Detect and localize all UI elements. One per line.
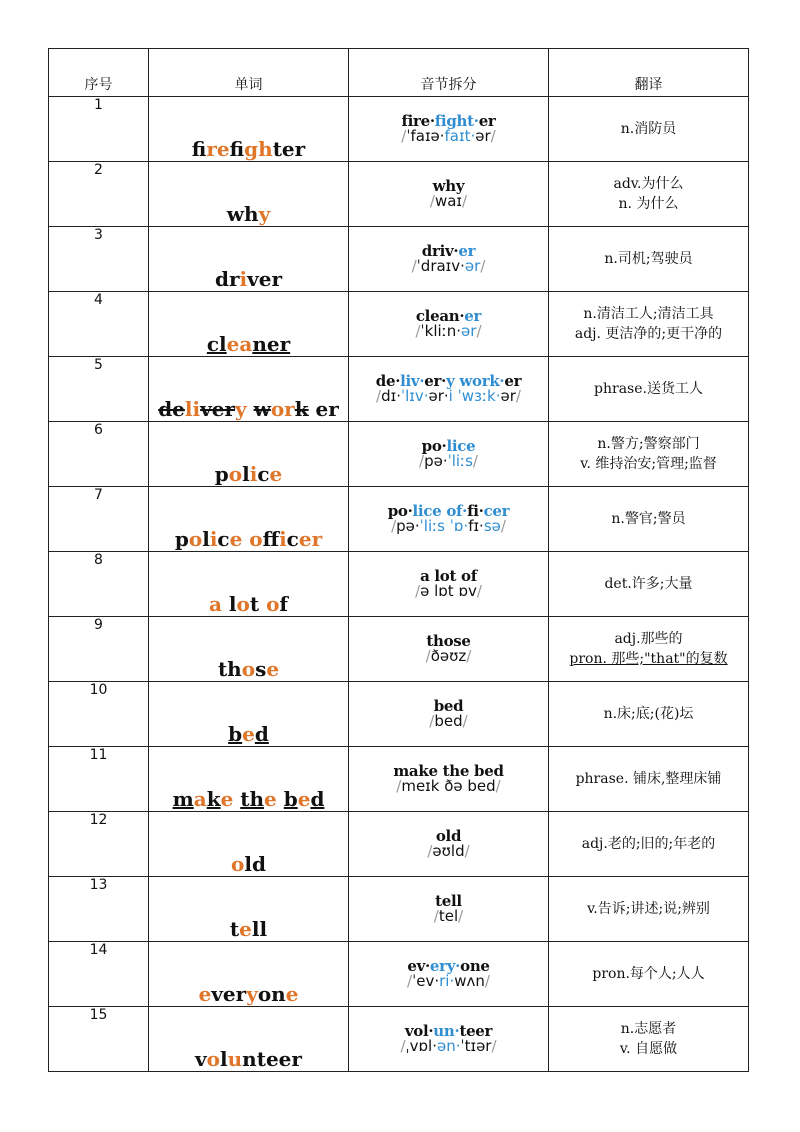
slash-mark: / bbox=[491, 1037, 497, 1055]
phonetic-segment: ˈdraɪv· bbox=[416, 257, 465, 275]
slash-mark: / bbox=[484, 972, 490, 990]
word-segment: c bbox=[217, 527, 230, 551]
syllable-segment: vol· bbox=[404, 1022, 434, 1040]
syllable-segment: one bbox=[460, 957, 490, 975]
slash-mark: / bbox=[458, 907, 464, 925]
translation-cell bbox=[549, 357, 749, 422]
translation-cell bbox=[549, 422, 749, 487]
translation-line: n.清洁工人;清洁工具 bbox=[583, 306, 714, 322]
syllable-segment: a lot of bbox=[420, 567, 477, 585]
slash-mark: / bbox=[464, 842, 470, 860]
slash-mark: / bbox=[411, 257, 417, 275]
syllable-segment: driv· bbox=[421, 242, 459, 260]
translation-line: adj.老的;旧的;年老的 bbox=[581, 836, 716, 852]
slash-mark: / bbox=[476, 582, 482, 600]
syllable-segment: y work· bbox=[446, 372, 505, 390]
translation-cell bbox=[549, 97, 749, 162]
slash-mark: / bbox=[433, 907, 439, 925]
syllable-segment: tell bbox=[435, 892, 462, 910]
word-segment: ver bbox=[200, 397, 236, 421]
phonetic-segment: ər bbox=[464, 257, 481, 275]
translation-line: n.志愿者 bbox=[620, 1021, 677, 1037]
phonetic-transcription bbox=[349, 909, 548, 924]
table-row bbox=[49, 877, 749, 942]
syllable-cell bbox=[349, 682, 549, 747]
word-segment: nteer bbox=[242, 1047, 302, 1071]
syllable-cell bbox=[349, 292, 549, 357]
row-number: 5 bbox=[49, 357, 149, 422]
vocabulary-table bbox=[48, 48, 749, 1072]
table-row bbox=[49, 812, 749, 877]
row-number: 4 bbox=[49, 292, 149, 357]
word-segment: ld bbox=[244, 852, 266, 876]
row-number: 2 bbox=[49, 162, 149, 227]
translation-line: n.警方;警察部门 bbox=[597, 436, 700, 452]
header-word: 单词 bbox=[149, 49, 349, 97]
row-number: 13 bbox=[49, 877, 149, 942]
slash-mark: / bbox=[376, 387, 382, 405]
translation-cell bbox=[549, 812, 749, 877]
slash-mark: / bbox=[425, 647, 431, 665]
translation-line: phrase. 铺床,整理床铺 bbox=[575, 771, 722, 787]
word-segment: on bbox=[257, 982, 286, 1006]
word-segment: b bbox=[228, 722, 243, 746]
word-highlight-segment: e bbox=[229, 527, 250, 551]
slash-mark: / bbox=[490, 127, 496, 145]
slash-mark: / bbox=[515, 387, 521, 405]
syllable-cell bbox=[349, 812, 549, 877]
translation-cell bbox=[549, 682, 749, 747]
syllable-segment: er bbox=[464, 307, 482, 325]
phonetic-segment: fɪ· bbox=[468, 517, 484, 535]
syllable-segment: un· bbox=[433, 1022, 460, 1040]
slash-mark: / bbox=[419, 452, 425, 470]
phonetic-transcription bbox=[349, 1039, 548, 1054]
phonetic-segment: ˈliːs ˈɒ· bbox=[419, 517, 469, 535]
syllable-cell bbox=[349, 487, 549, 552]
word-highlight-segment: e bbox=[266, 657, 280, 681]
word-segment: th bbox=[217, 657, 242, 681]
row-number: 8 bbox=[49, 552, 149, 617]
word-segment: b bbox=[283, 787, 298, 811]
table-row bbox=[49, 1007, 749, 1072]
slash-mark: / bbox=[462, 192, 468, 210]
translation-line: n.床;底;(花)坛 bbox=[603, 706, 694, 722]
phonetic-segment: ər bbox=[500, 387, 516, 405]
word-cell bbox=[149, 162, 349, 227]
word-cell bbox=[149, 942, 349, 1007]
word-cell bbox=[149, 487, 349, 552]
slash-mark: / bbox=[462, 712, 468, 730]
translation-cell bbox=[549, 162, 749, 227]
syllable-segment: er bbox=[504, 372, 522, 390]
phonetic-segment: ˈfaɪə· bbox=[406, 127, 445, 145]
word-highlight-segment: o bbox=[206, 1047, 221, 1071]
syllable-segment: po· bbox=[421, 437, 447, 455]
table-row bbox=[49, 97, 749, 162]
row-number: 1 bbox=[49, 97, 149, 162]
translation-cell bbox=[549, 487, 749, 552]
word-segment: th bbox=[240, 787, 265, 811]
translation-line: pron.每个人;人人 bbox=[592, 966, 705, 982]
phonetic-segment: meɪk ðə bed bbox=[401, 777, 496, 795]
word-cell bbox=[149, 617, 349, 682]
syllable-segment: why bbox=[432, 177, 465, 195]
word-cell bbox=[149, 422, 349, 487]
word-highlight-segment: i bbox=[249, 462, 258, 486]
word-highlight-segment: y bbox=[246, 982, 258, 1006]
word-segment: t bbox=[229, 917, 240, 941]
translation-line: det.许多;大量 bbox=[604, 576, 693, 592]
translation-line: n.司机;驾驶员 bbox=[604, 251, 693, 267]
word-segment: l bbox=[242, 462, 250, 486]
word-segment: f bbox=[229, 137, 245, 161]
word-highlight-segment: o bbox=[236, 592, 250, 616]
phonetic-transcription bbox=[349, 519, 548, 534]
syllable-segment: clean· bbox=[415, 307, 465, 325]
syllable-cell bbox=[349, 1007, 549, 1072]
word-segment: d bbox=[310, 787, 325, 811]
slash-mark: / bbox=[391, 517, 397, 535]
word-segment: ner bbox=[252, 332, 291, 356]
header-translation: 翻译 bbox=[549, 49, 749, 97]
syllable-segment: those bbox=[426, 632, 471, 650]
syllable-cell bbox=[349, 747, 549, 812]
translation-line: v. 自愿做 bbox=[619, 1041, 678, 1057]
translation-line: v. 维持治安;管理;监督 bbox=[580, 456, 717, 472]
translation-line: phrase.送货工人 bbox=[594, 381, 703, 397]
table-row bbox=[49, 422, 749, 487]
word-highlight-segment: o bbox=[188, 527, 203, 551]
word-segment: ter bbox=[272, 137, 306, 161]
syllable-segment: er bbox=[458, 242, 476, 260]
phonetic-segment: ˈkliːn· bbox=[420, 322, 462, 340]
word-highlight-segment: i bbox=[279, 527, 287, 551]
word-segment: ff bbox=[262, 527, 280, 551]
table-row bbox=[49, 747, 749, 812]
phonetic-segment: əʊld bbox=[432, 842, 465, 860]
header-syllables: 音节拆分 bbox=[349, 49, 549, 97]
row-number: 15 bbox=[49, 1007, 149, 1072]
syllable-segment: lice bbox=[446, 437, 476, 455]
slash-mark: / bbox=[500, 517, 506, 535]
word-segment: m bbox=[172, 787, 194, 811]
syllable-segment: fight· bbox=[434, 112, 479, 130]
word-highlight-segment: or bbox=[270, 397, 295, 421]
word-segment: v bbox=[195, 1047, 207, 1071]
translation-cell bbox=[549, 1007, 749, 1072]
syllable-segment: ev· bbox=[407, 957, 430, 975]
table-row bbox=[49, 487, 749, 552]
translation-cell bbox=[549, 552, 749, 617]
syllable-segment: de· bbox=[375, 372, 401, 390]
word-cell bbox=[149, 357, 349, 422]
phonetic-segment: pə· bbox=[424, 452, 448, 470]
word-highlight-segment: l bbox=[184, 397, 193, 421]
syllable-segment: make the bed bbox=[393, 762, 504, 780]
syllable-segment: er bbox=[478, 112, 496, 130]
phonetic-segment: ˈliːs bbox=[447, 452, 473, 470]
translation-cell bbox=[549, 227, 749, 292]
phonetic-segment: faɪt· bbox=[444, 127, 476, 145]
word-segment: l bbox=[228, 592, 237, 616]
table-row bbox=[49, 227, 749, 292]
slash-mark: / bbox=[429, 712, 435, 730]
translation-cell bbox=[549, 747, 749, 812]
phonetic-segment: waɪ bbox=[434, 192, 463, 210]
word-highlight-segment: e bbox=[198, 982, 212, 1006]
syllable-segment: cer bbox=[483, 502, 510, 520]
word-segment: wh bbox=[226, 202, 259, 226]
slash-mark: / bbox=[415, 322, 421, 340]
word-highlight-segment: e bbox=[264, 787, 284, 811]
word-highlight-segment: ire bbox=[206, 137, 230, 161]
word-highlight-segment: e bbox=[297, 787, 311, 811]
row-number: 11 bbox=[49, 747, 149, 812]
translation-line: pron. 那些;"that"的复数 bbox=[569, 651, 728, 667]
row-number: 10 bbox=[49, 682, 149, 747]
word-segment: w bbox=[253, 397, 271, 421]
phonetic-transcription bbox=[349, 974, 548, 989]
header-number: 序号 bbox=[49, 49, 149, 97]
phonetic-segment: ri· bbox=[439, 972, 455, 990]
syllable-segment: po· bbox=[387, 502, 413, 520]
word-highlight-segment: y bbox=[258, 202, 271, 226]
slash-mark: / bbox=[429, 192, 435, 210]
translation-cell bbox=[549, 877, 749, 942]
word-cell bbox=[149, 682, 349, 747]
word-highlight-segment: igh bbox=[244, 137, 273, 161]
syllable-cell bbox=[349, 227, 549, 292]
phonetic-transcription bbox=[349, 259, 548, 274]
syllable-segment: teer bbox=[459, 1022, 493, 1040]
syllable-cell bbox=[349, 422, 549, 487]
word-segment: d bbox=[254, 722, 269, 746]
word-segment: p bbox=[214, 462, 229, 486]
syllable-cell bbox=[349, 357, 549, 422]
phonetic-segment: ər· bbox=[428, 387, 449, 405]
phonetic-transcription bbox=[349, 389, 548, 404]
syllable-segment: bed bbox=[433, 697, 464, 715]
word-segment: s bbox=[255, 657, 267, 681]
syllable-cell bbox=[349, 552, 549, 617]
slash-mark: / bbox=[466, 647, 472, 665]
word-highlight-segment: a bbox=[208, 592, 229, 616]
phonetic-segment: i ˈwɜːk· bbox=[448, 387, 501, 405]
word-cell bbox=[149, 227, 349, 292]
translation-line: adj.那些的 bbox=[614, 631, 683, 647]
phonetic-transcription bbox=[349, 714, 548, 729]
phonetic-transcription bbox=[349, 454, 548, 469]
word-segment: dr bbox=[214, 267, 240, 291]
row-number: 12 bbox=[49, 812, 149, 877]
table-row bbox=[49, 617, 749, 682]
word-segment: er bbox=[308, 397, 339, 421]
syllable-segment: old bbox=[435, 827, 462, 845]
slash-mark: / bbox=[427, 842, 433, 860]
phonetic-segment: ˈlɪv· bbox=[400, 387, 429, 405]
phonetic-segment: ˈev· bbox=[412, 972, 440, 990]
phonetic-transcription bbox=[349, 129, 548, 144]
phonetic-segment: ˌvɒl· bbox=[405, 1037, 437, 1055]
word-cell bbox=[149, 877, 349, 942]
word-highlight-segment: e bbox=[239, 917, 252, 941]
table-row bbox=[49, 357, 749, 422]
slash-mark: / bbox=[400, 1037, 406, 1055]
phonetic-segment: bed bbox=[434, 712, 463, 730]
word-highlight-segment: er bbox=[298, 527, 323, 551]
word-cell bbox=[149, 812, 349, 877]
slash-mark: / bbox=[415, 582, 421, 600]
word-highlight-segment: a bbox=[193, 787, 207, 811]
word-highlight-segment: e bbox=[242, 722, 255, 746]
slash-mark: / bbox=[472, 452, 478, 470]
slash-mark: / bbox=[495, 777, 501, 795]
translation-line: adj. 更洁净的;更干净的 bbox=[574, 326, 723, 342]
word-highlight-segment: e bbox=[285, 982, 299, 1006]
syllable-cell bbox=[349, 877, 549, 942]
table-row bbox=[49, 292, 749, 357]
translation-line: v.告诉;讲述;说;辨别 bbox=[587, 901, 710, 917]
word-segment: k bbox=[206, 787, 221, 811]
syllable-cell bbox=[349, 617, 549, 682]
table-row bbox=[49, 552, 749, 617]
slash-mark: / bbox=[480, 257, 486, 275]
word-highlight-segment: o bbox=[241, 657, 256, 681]
word-cell bbox=[149, 97, 349, 162]
row-number: 7 bbox=[49, 487, 149, 552]
phonetic-transcription bbox=[349, 649, 548, 664]
vocabulary-body bbox=[49, 97, 749, 1072]
phonetic-transcription bbox=[349, 779, 548, 794]
word-cell bbox=[149, 292, 349, 357]
row-number: 6 bbox=[49, 422, 149, 487]
phonetic-segment: ˈtɪər bbox=[460, 1037, 492, 1055]
syllable-segment: liv· bbox=[400, 372, 425, 390]
word-segment: ver bbox=[211, 982, 247, 1006]
word-highlight-segment: e bbox=[269, 462, 283, 486]
table-row bbox=[49, 162, 749, 227]
translation-cell bbox=[549, 292, 749, 357]
word-highlight-segment: o bbox=[228, 462, 243, 486]
slash-mark: / bbox=[407, 972, 413, 990]
word-segment: l bbox=[202, 527, 210, 551]
translation-line: n.消防员 bbox=[620, 121, 677, 137]
translation-line: n.警官;警员 bbox=[611, 511, 686, 527]
translation-cell bbox=[549, 617, 749, 682]
word-highlight-segment: o bbox=[231, 852, 245, 876]
phonetic-segment: wʌn bbox=[454, 972, 485, 990]
phonetic-segment: pə· bbox=[396, 517, 420, 535]
header-row bbox=[49, 49, 749, 97]
syllable-segment: lice of· bbox=[412, 502, 468, 520]
translation-cell bbox=[549, 942, 749, 1007]
word-segment: f bbox=[279, 592, 289, 616]
word-highlight-segment: i bbox=[239, 267, 248, 291]
phonetic-transcription bbox=[349, 844, 548, 859]
phonetic-segment: ər bbox=[461, 322, 477, 340]
slash-mark: / bbox=[476, 322, 482, 340]
phonetic-transcription bbox=[349, 584, 548, 599]
table-row bbox=[49, 682, 749, 747]
phonetic-segment: ən· bbox=[436, 1037, 461, 1055]
word-highlight-segment: y bbox=[235, 397, 254, 421]
syllable-cell bbox=[349, 162, 549, 227]
word-cell bbox=[149, 1007, 349, 1072]
word-segment: f bbox=[191, 137, 207, 161]
phonetic-segment: ə lɒt ɒv bbox=[420, 582, 477, 600]
phonetic-segment: tel bbox=[438, 907, 459, 925]
row-number: 14 bbox=[49, 942, 149, 1007]
word-highlight-segment: ea bbox=[226, 332, 253, 356]
phonetic-segment: ər bbox=[475, 127, 491, 145]
word-segment: ver bbox=[247, 267, 283, 291]
slash-mark: / bbox=[396, 777, 402, 795]
word-segment: c bbox=[257, 462, 270, 486]
word-highlight-segment: i bbox=[192, 397, 201, 421]
phonetic-transcription bbox=[349, 324, 548, 339]
word-segment: c bbox=[286, 527, 299, 551]
phonetic-segment: dɪ· bbox=[381, 387, 401, 405]
syllable-segment: ery· bbox=[429, 957, 461, 975]
syllable-cell bbox=[349, 942, 549, 1007]
word-segment: l bbox=[220, 1047, 228, 1071]
syllable-segment: er· bbox=[424, 372, 447, 390]
word-segment: cl bbox=[206, 332, 227, 356]
translation-line: adv.为什么 bbox=[613, 176, 684, 192]
phonetic-segment: ðəʊz bbox=[430, 647, 467, 665]
word-segment: k bbox=[294, 397, 309, 421]
word-highlight-segment: u bbox=[227, 1047, 243, 1071]
word-cell bbox=[149, 552, 349, 617]
word-cell bbox=[149, 747, 349, 812]
word-highlight-segment: e bbox=[220, 787, 241, 811]
phonetic-segment: sə bbox=[483, 517, 501, 535]
slash-mark: / bbox=[401, 127, 407, 145]
phonetic-transcription bbox=[349, 194, 548, 209]
word-highlight-segment: o bbox=[266, 592, 280, 616]
syllable-segment: fi· bbox=[467, 502, 484, 520]
row-number: 3 bbox=[49, 227, 149, 292]
row-number: 9 bbox=[49, 617, 149, 682]
word-segment: ll bbox=[251, 917, 268, 941]
word-highlight-segment: i bbox=[209, 527, 218, 551]
translation-line: n. 为什么 bbox=[618, 196, 679, 212]
word-segment: p bbox=[174, 527, 189, 551]
word-highlight-segment: o bbox=[249, 527, 263, 551]
syllable-cell bbox=[349, 97, 549, 162]
word-segment: t bbox=[249, 592, 267, 616]
word-segment: de bbox=[158, 397, 185, 421]
table-row bbox=[49, 942, 749, 1007]
syllable-segment: fire· bbox=[401, 112, 435, 130]
